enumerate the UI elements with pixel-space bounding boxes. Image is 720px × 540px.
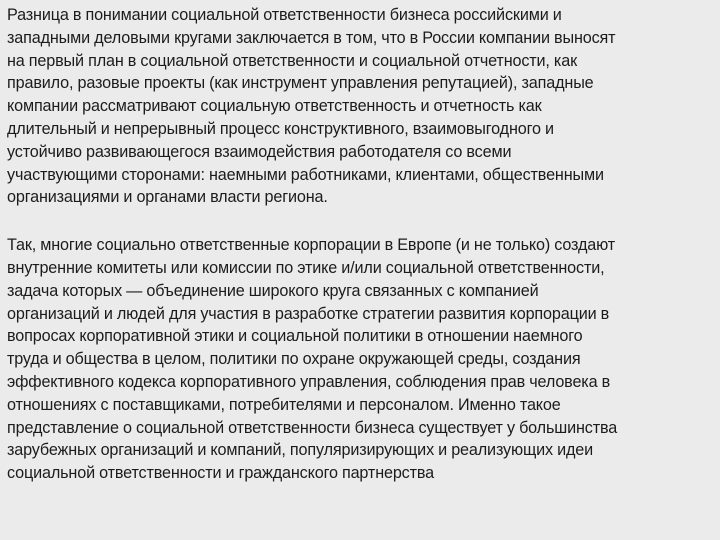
text-line: организациями и органами власти региона. bbox=[7, 188, 328, 207]
text-line: на первый план в социальной ответственности и социальной отчетности, как bbox=[7, 51, 577, 70]
text-line: труда и общества в целом, политики по охране окружающей среды, создания bbox=[7, 350, 581, 369]
paragraph-1 bbox=[7, 4, 714, 209]
text-line: организаций и людей для участия в разработке стратегии развития корпорации в bbox=[7, 304, 610, 323]
paragraph-spacer bbox=[7, 209, 714, 234]
text-line: Разница в понимании социальной ответственности бизнеса российскими и bbox=[7, 6, 562, 24]
text-line: участвующими сторонами: наемными работниками, клиентами, общественными bbox=[7, 165, 604, 184]
text-line: отношениях с поставщиками, потребителями и персоналом. Именно такое bbox=[7, 395, 561, 414]
text-line: правило, разовые проекты (как инструмент управления репутацией), западные bbox=[7, 74, 594, 93]
text-line: внутренние комитеты или комиссии по этике и/или социальной ответственности, bbox=[7, 258, 605, 277]
paragraph-2 bbox=[7, 234, 714, 485]
text-line: зарубежных организаций и компаний, популяризирующих и реализующих идеи bbox=[7, 441, 594, 460]
text-line: задача которых — объединение широкого круга связанных с компанией bbox=[7, 281, 539, 300]
text-line: устойчиво развивающегося взаимодействия работодателя со всеми bbox=[7, 142, 512, 161]
text-line: длительный и непрерывный процесс конструктивного, взаимовыгодного и bbox=[7, 119, 554, 138]
text-line: Так, многие социально ответственные корпорации в Европе (и не только) создают bbox=[7, 236, 615, 255]
text-line: западными деловыми кругами заключается в том, что в России компании выносят bbox=[7, 28, 616, 47]
text-line: социальной ответственности и гражданского партнерства bbox=[7, 464, 435, 483]
text-line: вопросах корпоративной этики и социальной политики в отношении наемного bbox=[7, 327, 583, 346]
text-line: эффективного кодекса корпоративного управления, соблюдения прав человека в bbox=[7, 372, 611, 391]
text-line: компании рассматривают социальную ответственность и отчетность как bbox=[7, 97, 542, 116]
text-line: представление о социальной ответственности бизнеса существует у большинства bbox=[7, 418, 618, 437]
